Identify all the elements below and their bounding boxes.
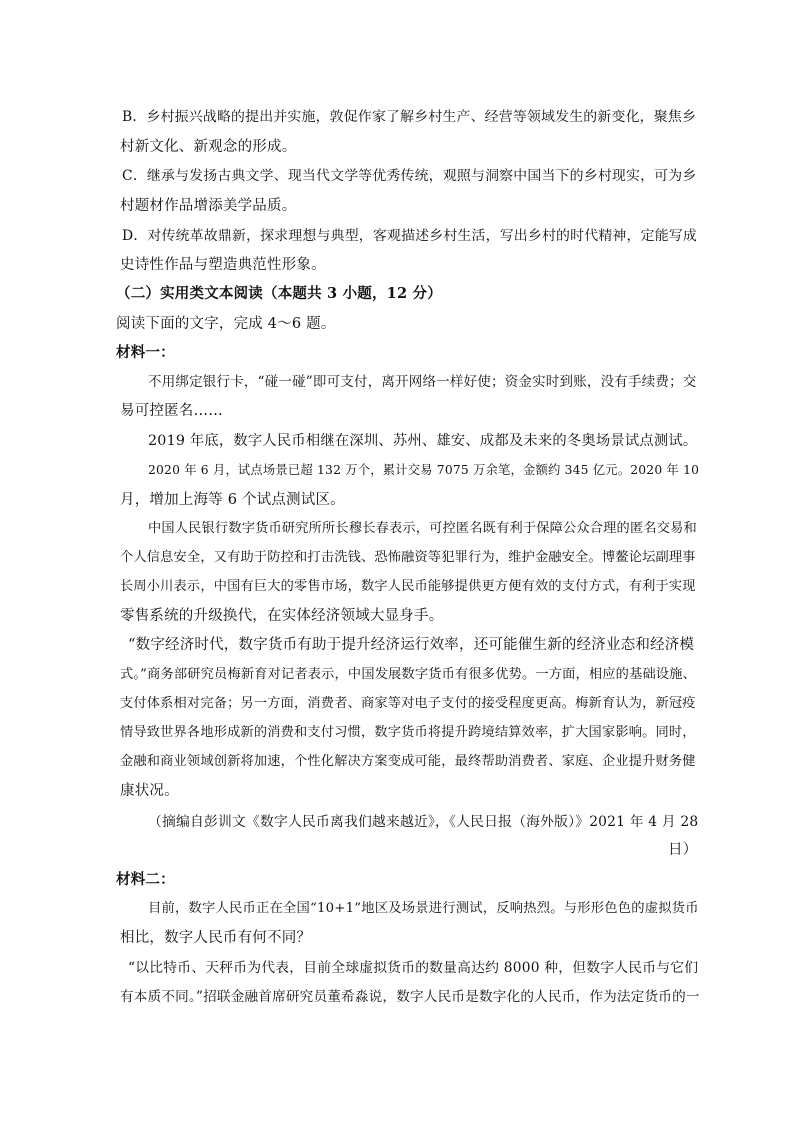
- option-c-line-2: 村题材作品增添美学品质。: [120, 198, 297, 214]
- material-1-label: 材料一：: [116, 344, 175, 361]
- material-1-line: 式。”商务部研究员梅新育对记者表示，中国发展数字货币有很多优势。一方面，相应的基础设施、: [120, 667, 697, 682]
- material-2-line: 相比，数字人民币有何不同？: [120, 930, 312, 946]
- material-1-line: 月，增加上海等 6 个试点测试区。: [120, 492, 345, 508]
- material-1-line: 康状况。: [120, 783, 179, 799]
- material-1-line: 支付体系相对完备；另一方面，消费者、商家等对电子支付的接受程度更高。梅新育认为，新冠疫: [120, 696, 696, 711]
- material-1-line: 易可控匿名……: [120, 403, 223, 419]
- material-2-line: 有本质不同。”招联金融首席研究员董希淼说，数字人民币是数字化的人民币，作为法定货币的一: [120, 989, 700, 1005]
- section-instruction: 阅读下面的文字，完成 4～6 题。: [116, 316, 336, 332]
- material-1-line: “数字经济时代，数字货币有助于提升经济运行效率，还可能催生新的经济业态和经济模: [128, 637, 695, 653]
- material-2-label: 材料二：: [116, 871, 175, 888]
- option-d-line-1: D．对传统革故鼎新，探求理想与典型，客观描述乡村生活，写出乡村的时代精神，定能写成: [122, 228, 697, 244]
- material-1-line: 中国人民银行数字货币研究所所长穆长春表示，可控匿名既有利于保障公众合理的匿名交易和: [148, 521, 697, 536]
- material-2-line: “以比特币、天秤币为代表，目前全球虚拟货币的数量高达约 8000 种，但数字人民币与它们: [128, 960, 699, 976]
- section-heading: （二）实用类文本阅读（本题共 3 小题，12 分）: [116, 285, 442, 302]
- material-1-line: 不用绑定银行卡，“碰一碰”即可支付，离开网络一样好使；资金实时到账，没有手续费；交: [148, 374, 697, 390]
- material-1-source-end: 日）: [668, 842, 698, 858]
- material-1-line: 零售系统的升级换代，在实体经济领域大显身手。: [120, 608, 444, 624]
- option-c-line-1: C．继承与发扬古典文学、现当代文学等优秀传统，观照与洞察中国当下的乡村现实，可为乡: [122, 168, 697, 184]
- material-1-line: 2020 年 6 月，试点场景已超 132 万个，累计交易 7075 万余笔，金额约 345 亿元。2020 年 10: [148, 463, 700, 477]
- material-1-line: 金融和商业领域创新将加速，个性化解决方案变成可能，最终帮助消费者、家庭、企业提升财务健: [120, 754, 696, 769]
- material-1-line: 个人信息安全，又有助于防控和打击洗钱、恐怖融资等犯罪行为，维护金融安全。博鳌论坛副理事: [120, 550, 696, 565]
- material-1-source: （摘编自彭训文《数字人民币离我们越来越近》，《人民日报（海外版）》2021 年 4 月 28: [148, 814, 699, 830]
- option-b-line-2: 村新文化、新观念的形成。: [120, 139, 297, 155]
- material-1-line: 长周小川表示，中国有巨大的零售市场，数字人民币能够提供更方便有效的支付方式，有利于实现: [120, 579, 696, 594]
- option-d-line-2: 史诗性作品与塑造典范性形象。: [120, 257, 326, 273]
- material-1-line: 2019 年底，数字人民币相继在深圳、苏州、雄安、成都及未来的冬奥场景试点测试。: [148, 433, 698, 449]
- option-b-line-1: B．乡村振兴战略的提出并实施，敦促作家了解乡村生产、经营等领域发生的新变化，聚焦乡: [122, 109, 697, 125]
- material-1-line: 情导致世界各地形成新的消费和支付习惯，数字货币将提升跨境结算效率，扩大国家影响。同时，: [120, 725, 696, 740]
- material-2-line: 目前，数字人民币正在全国“10+1”地区及场景进行测试，反响热烈。与形形色色的虚拟货币: [148, 901, 699, 916]
